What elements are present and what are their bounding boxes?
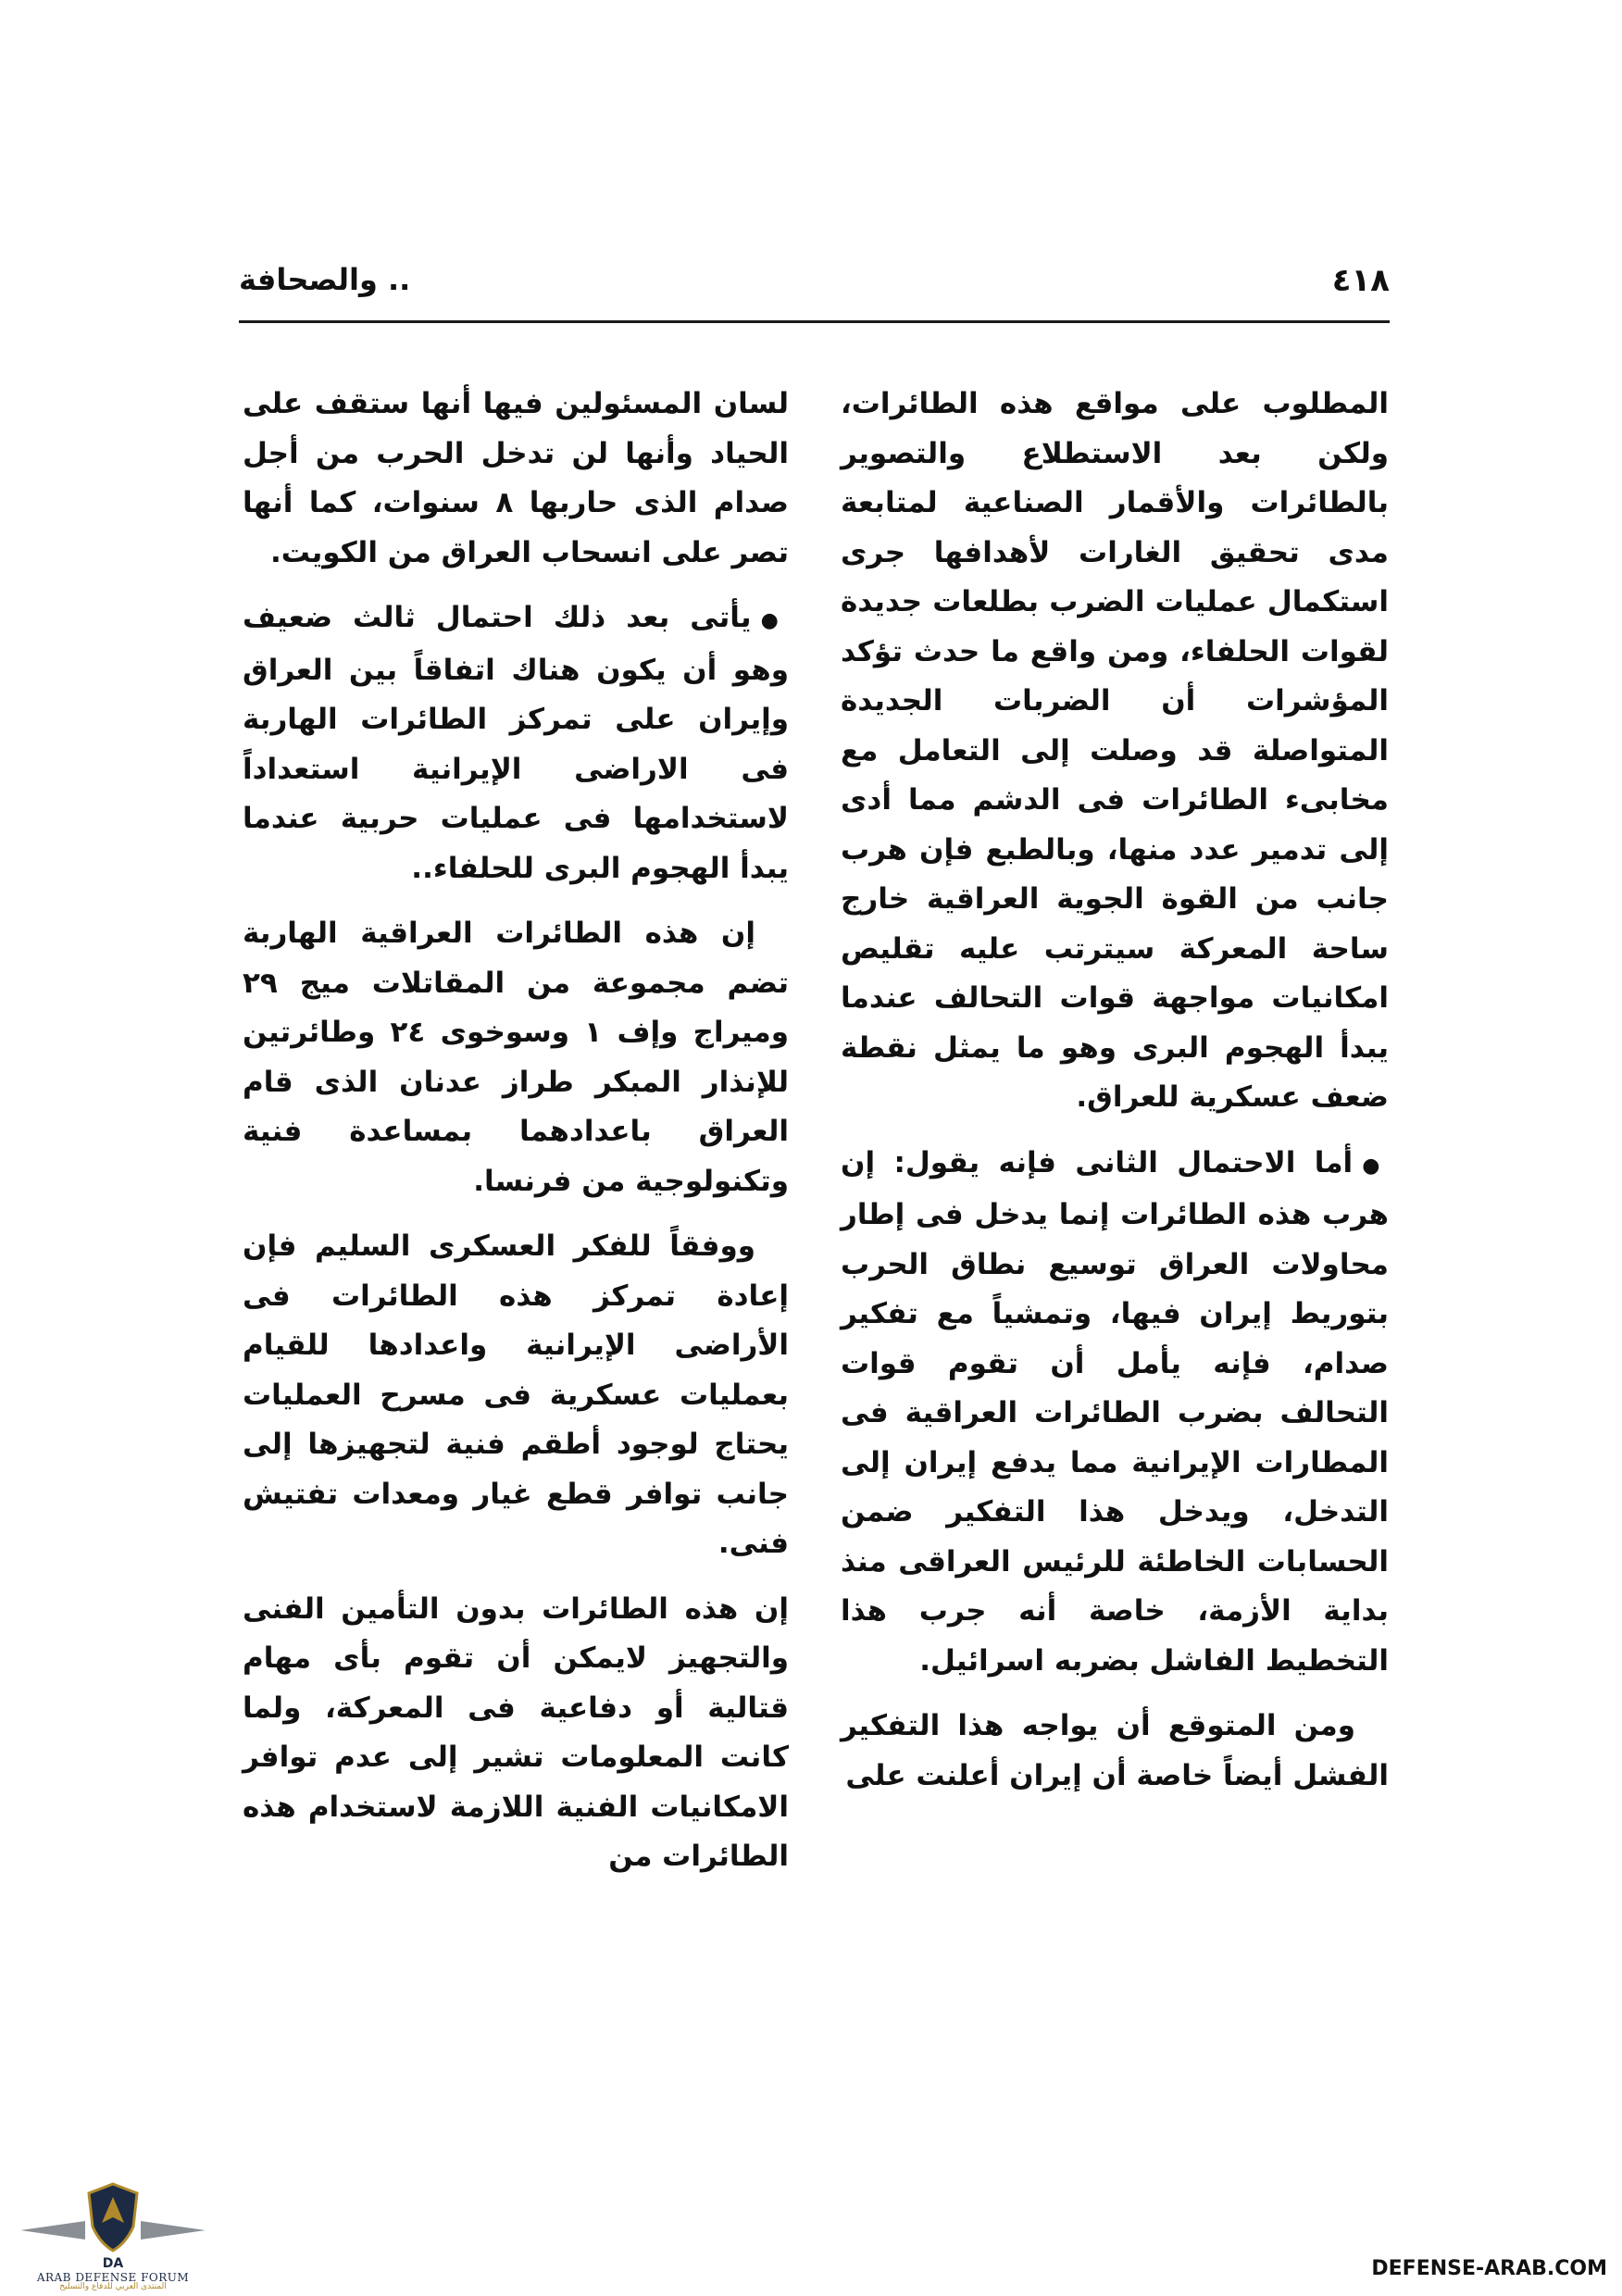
right-paragraph-2-text: أما الاحتمال الثانى فإنه يقول: إن هرب هذه الطائرات إنما يدخل فى إطار محاولات العراق توسيع نطاق الحرب بتوريط إيران فيها، وتمشياً مع تفكير صدام، فإنه يأمل أن تقوم قوات التحالف بضرب الطائرات العراقية فى المطارات الإيرانية مما يدفع إيران إلى التدخل، ويدخل هذا التفكير ضمن الحسابات الخاطئة للرئيس العراقى منذ بداية الأزمة، خاصة أنه جرب هذا التخطيط الفاشل بضربه اسرائيل. [841, 1145, 1389, 1678]
left-column [243, 380, 789, 1898]
left-paragraph-2-text: يأتى بعد ذلك احتمال ثالث ضعيف وهو أن يكون هناك اتفاقاً بين العراق وإيران على تمركز الطائرات الهاربة فى الاراضى الإيرانية استعداداً لاستخدامها فى عمليات حربية عندما يبدأ الهجوم البرى للحلفاء.. [243, 601, 789, 885]
logo-wing-left-icon [20, 2221, 85, 2240]
left-paragraph-5: إن هذه الطائرات بدون التأمين الفنى والتجهيز لايمكن أن تقوم بأى مهام قتالية أو دفاعية فى المعركة، ولما كانت المعلومات تشير إلى عدم توافر الامكانيات الفنية اللازمة لاستخدام هذه الطائرات من [243, 1591, 789, 1873]
right-paragraph-2 [841, 1139, 1389, 1687]
header-rule [239, 320, 1390, 323]
left-paragraph-3: إن هذه الطائرات العراقية الهاربة تضم مجموعة من المقاتلات ميج ٢٩ وميراج وإف ١ وسوخوى ٢٤ وطائرتين للإنذار المبكر طراز عدنان الذى قام العراق باعدادهما بمساعدة فنية وتكنولوجية من فرنسا. [243, 917, 789, 1198]
shield-icon [85, 2182, 141, 2252]
right-paragraph-3: ومن المتوقع أن يواجه هذا التفكير الفشل أيضاً خاصة أن إيران أعلنت على [841, 1709, 1389, 1792]
bullet-icon: ● [760, 609, 789, 632]
bullet-icon: ● [1362, 1154, 1389, 1178]
left-paragraph-4: ووفقاً للفكر العسكرى السليم فإن إعادة تمركز هذه الطائرات فى الأراضى الإيرانية واعدادها للقيام بعمليات عسكرية فى مسرح العمليات يحتاج لوجود أطقم فنية لتجهيزها إلى جانب توافر قطع غيار ومعدات تفتيش فنى. [243, 1229, 789, 1560]
right-paragraph-1: المطلوب على مواقع هذه الطائرات، ولكن بعد الاستطلاع والتصوير بالطائرات والأقمار الصناعية لمتابعة مدى تحقيق الغارات لأهدافها جرى استكمال عمليات الضرب بطلعات جديدة لقوات الحلفاء، ومن واقع ما حدث تؤكد المؤشرات أن الضربات الجديدة المتواصلة قد وصلت إلى التعامل مع مخابىء الطائرات فى الدشم مما أدى إلى تدمير عدد منها، وبالطبع فإن هرب جانب من القوة الجوية العراقية خارج ساحة المعركة سيترتب عليه تقليص امكانيات مواجهة قوات التحالف عندما يبدأ الهجوم البرى وهو ما يمثل نقطة ضعف عسكرية للعراق. [841, 387, 1389, 1114]
page-header [239, 262, 1390, 314]
page-number: ٤١٨ [1331, 262, 1390, 299]
logo-mark: DA [102, 2256, 124, 2271]
left-paragraph-2 [243, 593, 789, 893]
logo-name: ARAB DEFENSE FORUM [36, 2271, 190, 2284]
logo-subtitle: المنتدى العربي للدفاع والتسليح [59, 2282, 167, 2291]
forum-logo [20, 2180, 206, 2291]
site-watermark: DEFENSE-ARAB.COM [1371, 2257, 1607, 2280]
left-paragraph-1: لسان المسئولين فيها أنها ستقف على الحياد وأنها لن تدخل الحرب من أجل صدام الذى حاربها ٨ سنوات، كما أنها تصر على انسحاب العراق من الكويت. [243, 387, 790, 569]
right-column [841, 380, 1389, 1816]
running-title: .. والصحافة [239, 262, 411, 297]
logo-wing-right-icon [141, 2221, 206, 2240]
